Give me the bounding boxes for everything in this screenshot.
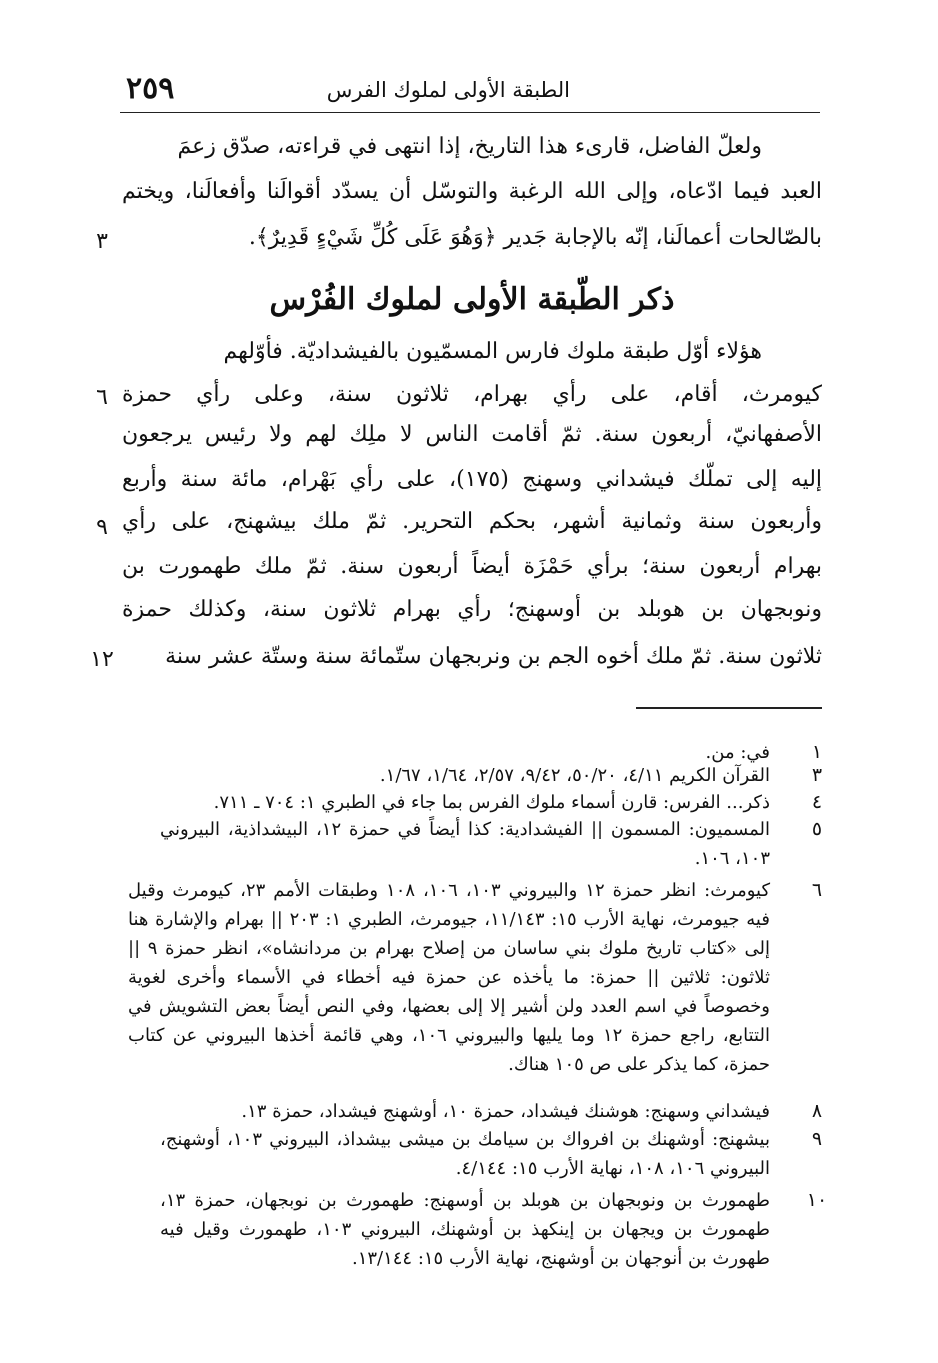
footnote-line-number: ٩ xyxy=(811,1128,823,1150)
text-line: ثلاثون سنة. ثمّ ملك أخوه الجم بن ونربجهان ستّمائة سنة وستّة عشر سنة xyxy=(165,644,822,669)
running-head: الطبقة الأولى لملوك الفرس xyxy=(326,78,570,102)
text-line: بهرام أربعون سنة؛ برأي حَمْزَة أيضاً أربعون سنة. ثمّ ملك طهمورت بن xyxy=(122,554,822,579)
footnote-line-number: ٣ xyxy=(811,764,823,786)
footnote-text: طهمورث بن ونوبجهان بن هوبلد بن أوسهنج: طهمورث بن نوبجهان، حمزة ١٣، طهمورث بن ويجهان بن إينكهذ بن أوشهنك، البيروني ١٠٣، طهمورث وقيل فيه طهورث بن أنوجهان بن أوشهنج، نهاية الأرب ١٥: ١٣/١٤٤. xyxy=(160,1190,770,1269)
text-line: ولعلّ الفاضل، قارىء هذا التاريخ، إذا انتهى في قراءته، صدّق زعمَ xyxy=(177,134,762,159)
page-header xyxy=(120,72,820,113)
footnote-text: فيشداني وسهنج: هوشنك فيشداد، حمزة ١٠، أوشهنج فيشداد، حمزة ١٣. xyxy=(241,1101,770,1122)
footnote-text: في: من. xyxy=(705,742,770,763)
line-number: ٣ xyxy=(96,229,108,254)
footnote-text: كيومرث: انظر حمزة ١٢ والبيروني ١٠٣، ١٠٦، ١٠٨ وطبقات الأمم ٢٣، كيومرث وقيل فيه جيومرث، نهاية الأرب ١٥: ١١/١٤٣، جيومرث، الطبري ١: ٢٠٣ || بهرام والإشارة هنا إلى «كتاب تاريخ ملوك بني ساسان من إصلاح بهرام بن مردانشاه»، انظر حمزة ٩ || ثلاثون: ثلاثين || حمزة: ما يأخذه عن حمزة فيه أخطاء في الأسماء وأخرى لغوية وخصوصاً في اسم العدد ولن أشير إلا إلى بعضها، وفي النص أيضاً بعض التشويش في التتابع، راجع حمزة ١٢ وما يليها والبيروني ١٠٦، وهي قائمة أخذها البيروني عن كتاب حمزة، كما يذكر على ص ١٠٥ هناك. xyxy=(128,880,771,1075)
text-line: الأصفهانيّ، أربعون سنة. ثمّ أقامت الناس لا ملِك لهم ولا رئيس يرجعون xyxy=(122,422,822,447)
text-line: كيومرث، أقام، على رأي بهرام، ثلاثون سنة، وعلى رأي حمزة xyxy=(122,382,822,407)
footnote-text: المسميون: المسمون || الفيشدادية: كذا أيضاً في حمزة ١٢، البيشداذية، البيروني ١٠٣، ١٠٦. xyxy=(160,819,770,869)
footnote-line-number: ٦ xyxy=(811,879,823,901)
text-line: العبد فيما ادّعاه، وإلى الله الرغبة والتوسّل أن يسدّد أقوالَنا وأفعالَنا، ويختم xyxy=(122,179,822,204)
footnote-text: بيشهنج: أوشهنك بن افرواك بن سيامك بن ميشى بيشداذ، البيروني ١٠٣، أوشهنج، البيروني ١٠٦، ١٠٨، نهاية الأرب ١٥: ٤/١٤٤. xyxy=(160,1129,770,1179)
footnote-divider xyxy=(636,707,822,709)
text-line: ونوبجهان بن هوبلد بن أوسهنج؛ رأي بهرام ثلاثون سنة، وكذلك حمزة xyxy=(122,597,822,622)
text-line: بالصّالحات أعمالَنا، إنّه بالإجابة جَدير ﴿وَهُوَ عَلَى كُلِّ شَيْءٍ قَدِيرٌ﴾. xyxy=(248,225,822,250)
footnote-line-number: ١ xyxy=(811,741,823,763)
line-number: ٩ xyxy=(96,515,108,540)
footnote-text: ذكر... الفرس: قارن أسماء ملوك الفرس بما جاء في الطبري ١: ٧٠٤ ـ ٧١١. xyxy=(213,792,770,813)
footnote-line-number: ٨ xyxy=(811,1100,823,1122)
footnote-line-number: ٥ xyxy=(811,818,823,840)
page-number: ٢٥٩ xyxy=(126,71,175,106)
footnote-line-number: ١٠ xyxy=(806,1189,828,1211)
line-number: ١٢ xyxy=(90,647,114,672)
section-title: ذكر الطّبقة الأولى لملوك الفُرْس xyxy=(269,282,675,317)
footnote-line-number: ٤ xyxy=(811,791,823,813)
footnote-text: القرآن الكريم ٤/١١، ٥٠/٢٠، ٩/٤٢، ٢/٥٧، ١/٦٤، ١/٦٧. xyxy=(379,765,770,786)
text-line: هؤلاء أوّل طبقة ملوك فارس المسمّيون بالفيشداديّة. فأوّلهم xyxy=(223,339,762,364)
text-line: إليه إلى تملّك فيشداني وسهنج (١٧٥)، على رأي بَهْرام، مائة سنة وأربع xyxy=(122,467,823,492)
text-line: وأربعون سنة وثمانية أشهر، بحكم التحرير. ثمّ ملك بيشهنج، على رأي xyxy=(122,509,822,534)
line-number: ٦ xyxy=(96,385,108,410)
